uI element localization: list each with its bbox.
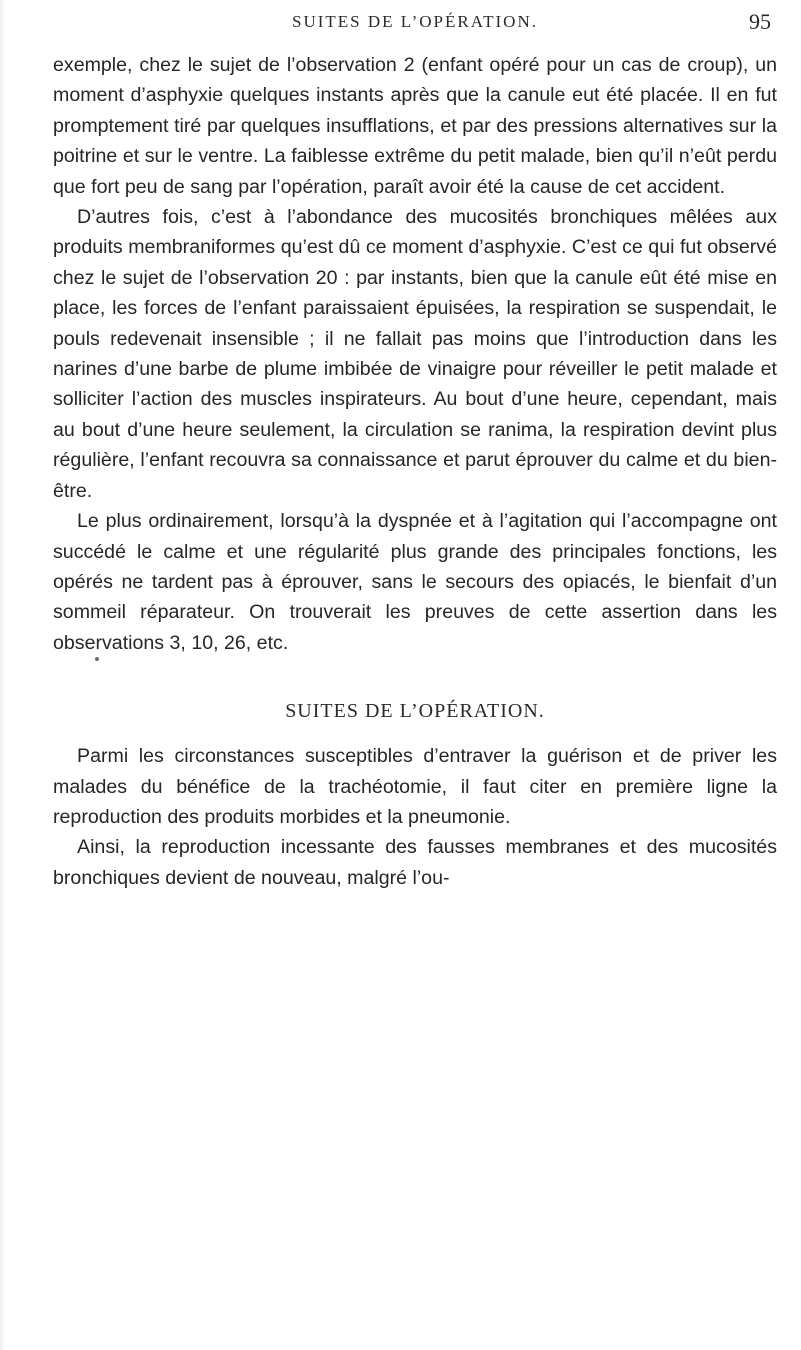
section-heading: SUITES DE L’OPÉRATION. [285,700,545,723]
paragraph: D’autres fois, c’est à l’abondance des mucosités bronchiques mêlées aux produits membraniformes qu’est dû ce moment d’asphyxie. C’est ce qui fut observé chez le sujet de l’observation 20 : par instants, bien que la canule eût été mise en place, les forces de l’enfant paraissaient épuisées, la respiration se suspendait, le pouls redevenait insensible ; il ne fallait pas moins que l’introduction dans les narines d’une barbe de plume imbibée de vinaigre pour réveiller le petit malade et solliciter l’action des muscles inspirateurs. Au bout d’une heure, cependant, mais au bout d’une heure seulement, la circulation se ranima, la respiration devint plus régulière, l’enfant recouvra sa connaissance et parut éprouver du calme et du bien-être. [53,206,777,502]
ink-mark [95,657,99,661]
page-edge-shadow [0,0,6,1350]
book-page [53,0,777,893]
paragraph: Parmi les circonstances susceptibles d’entraver la guérison et de priver les malades du bénéfice de la trachéotomie, il faut citer en première ligne la reproduction des produits morbides et la pneumonie. [53,745,777,828]
body-text [53,50,777,893]
paragraph: Ainsi, la reproduction incessante des fausses membranes et des mucosités bronchiques devient de nouveau, malgré l’ou- [53,836,777,889]
paragraph: Le plus ordinairement, lorsqu’à la dyspnée et à l’agitation qui l’accompagne ont succédé le calme et une régularité plus grande des principales fonctions, les opérés ne tardent pas à éprouver, sans le secours des opiacés, le bienfait d’un sommeil réparateur. On trouverait les preuves de cette assertion dans les observations 3, 10, 26, etc. [53,510,777,654]
running-header [53,0,777,50]
running-title: SUITES DE L’OPÉRATION. [292,12,538,31]
paragraph-continued: exemple, chez le sujet de l’observation 2 (enfant opéré pour un cas de croup), un moment d’asphyxie quelques instants après que la canule eut été placée. Il en fut promptement tiré par quelques insufflations, et par des pressions alternatives sur la poitrine et sur le ventre. La faiblesse extrême du petit malade, bien qu’il n’eût perdu que fort peu de sang par l’opération, paraît avoir été la cause de cet accident. [53,54,777,198]
page-number: 95 [749,9,771,34]
